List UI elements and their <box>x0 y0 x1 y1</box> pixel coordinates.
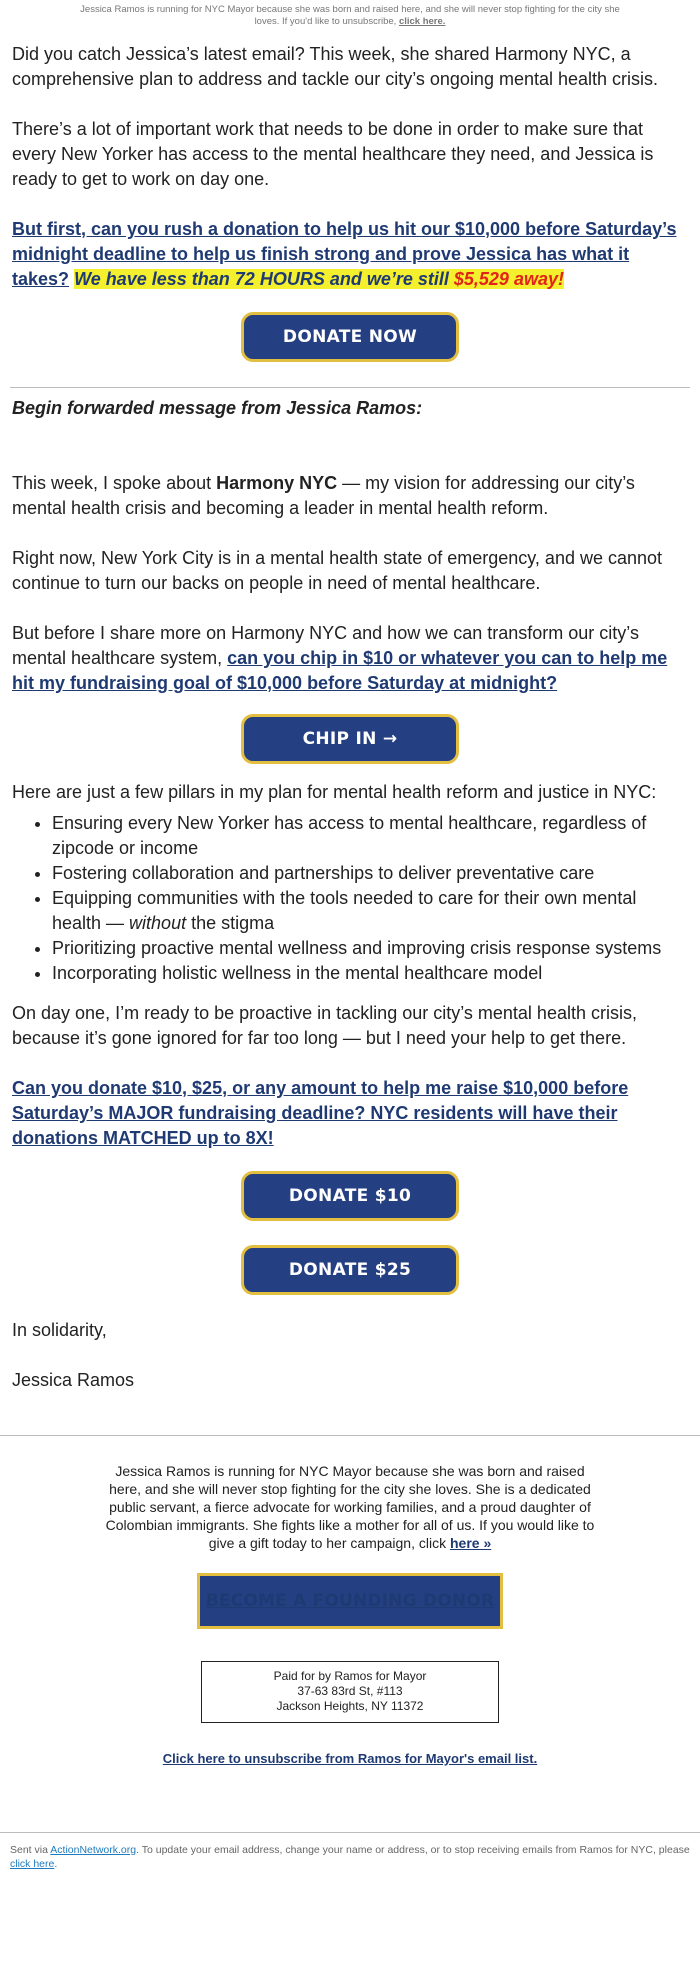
rush-donation-link[interactable]: But first, can you rush a donation to help us hit our $10,000 before Saturday’s midnight deadline to help us finish strong and prove Jessica has what it takes? <box>12 219 677 289</box>
sent-via-text: Sent via <box>10 1844 48 1856</box>
intro-paragraph-2: There’s a lot of important work that needs to be done in order to make sure that every New Yorker has access to the mental healthcare they need, and Jessica is ready to get to work on day one. <box>12 119 654 189</box>
list-item: • Ensuring every New Yorker has access to mental healthcare, regardless of zipcode or income <box>52 811 688 861</box>
actionnetwork-link[interactable]: ActionNetwork.org <box>50 1844 137 1856</box>
email-body <box>0 42 700 362</box>
intro-cta <box>12 217 688 292</box>
donate-25-button[interactable]: DONATE $25 <box>241 1245 459 1295</box>
forward-p3-text: But before I share more on Harmony NYC and how we can transform our city’s mental healthcare system, <box>12 623 639 668</box>
forward-paragraph-3 <box>12 621 688 696</box>
paid-for-box <box>201 1661 499 1723</box>
signoff: In solidarity, <box>12 1320 107 1340</box>
preheader <box>0 0 700 26</box>
donate-now-button[interactable]: DONATE NOW <box>241 312 459 362</box>
forward-paragraph-1 <box>12 471 688 521</box>
footer-bio <box>105 1462 595 1552</box>
chip-in-link[interactable]: can you chip in $10 or whatever you can to help me hit my fundraising goal of $10,000 before Saturday at midnight? <box>12 648 668 693</box>
forwarded-message <box>0 396 700 1393</box>
amount-away: $5,529 away! <box>453 269 564 289</box>
bottom-bar <box>0 1843 700 1871</box>
pillar-equip-text-end: the stigma <box>186 913 275 933</box>
pillar-equip-italic: without <box>129 913 187 933</box>
paid-line-2: 37-63 83rd St, #113 <box>297 1684 403 1698</box>
list-item: • Incorporating holistic wellness in the mental healthcare model <box>52 961 688 986</box>
forward-paragraph-4: On day one, I’m ready to be proactive in tackling our city’s mental health crisis, because it’s gone ignored for far too long — but I need your help to get there. <box>12 1003 637 1048</box>
list-item <box>52 886 688 936</box>
forward-p1-text-end: — my vision for addressing our city’s mental health crisis and becoming a leader in mental health reform. <box>12 473 635 518</box>
forward-p1-text: This week, I spoke about <box>12 473 217 493</box>
bottom-text: . To update your email address, change your name or address, or to stop receiving emails from Ramos for NYC, please <box>136 1844 690 1856</box>
paid-line-3: Jackson Heights, NY 11372 <box>276 1699 424 1713</box>
list-item: • Prioritizing proactive mental wellness and improving crisis response systems <box>52 936 688 961</box>
bottom-end: . <box>54 1858 58 1870</box>
footer-bio-text: Jessica Ramos is running for NYC Mayor because she was born and raised here, and she will never stop fighting for the city she loves. She is a dedicated public servant, a fierce advocate for working families, and a proud daughter of Colombian immigrants. She fights like a mother for all of us. If you would like to give a gift today to her campaign, click <box>105 1463 595 1551</box>
footer <box>0 1462 700 1768</box>
forward-paragraph-2: Right now, New York City is in a mental health state of emergency, and we cannot continue to turn our backs on people in need of mental healthcare. <box>12 548 663 593</box>
deadline-highlight-text: We have less than 72 HOURS and we’re still <box>74 269 449 289</box>
pillar-equip-text: Equipping communities with the tools needed to care for their own mental health — <box>52 888 637 933</box>
bottom-click-here-link[interactable]: click here <box>10 1858 55 1870</box>
pillars-list <box>12 811 688 986</box>
forward-cta <box>12 1076 688 1151</box>
bottom-divider <box>0 1832 700 1833</box>
preheader-unsubscribe-link[interactable]: click here. <box>398 16 446 27</box>
footer-divider <box>0 1435 700 1436</box>
founding-donor-button[interactable]: BECOME A FOUNDING DONOR <box>197 1573 503 1629</box>
pillars-intro: Here are just a few pillars in my plan for mental health reform and justice in NYC: <box>12 782 657 802</box>
footer-here-link[interactable]: here » <box>449 1535 492 1551</box>
divider <box>10 387 690 388</box>
list-item: • Fostering collaboration and partnerships to deliver preventative care <box>52 861 688 886</box>
forwarded-header: Begin forwarded message from Jessica Ramos: <box>12 398 423 418</box>
paid-line-1: Paid for by Ramos for Mayor <box>273 1669 427 1683</box>
intro-paragraph-1: Did you catch Jessica’s latest email? This week, she shared Harmony NYC, a comprehensive plan to address and tackle our city’s ongoing mental health crisis. <box>12 44 659 89</box>
donate-10-button[interactable]: DONATE $10 <box>241 1171 459 1221</box>
preheader-text: Jessica Ramos is running for NYC Mayor because she was born and raised here, and she will never stop fighting for the city she loves. If you'd like to unsubscribe, <box>80 4 620 27</box>
harmony-nyc: Harmony NYC <box>216 473 338 493</box>
chip-in-button[interactable]: CHIP IN → <box>241 714 459 764</box>
signature: Jessica Ramos <box>12 1370 135 1390</box>
donate-match-link[interactable]: Can you donate $10, $25, or any amount to help me raise $10,000 before Saturday’s MAJOR fundraising deadline? NYC residents will have their donations MATCHED up to 8X! <box>12 1078 629 1148</box>
unsubscribe-link[interactable]: Click here to unsubscribe from Ramos for Mayor's email list. <box>162 1751 538 1766</box>
deadline-highlight <box>74 269 564 289</box>
